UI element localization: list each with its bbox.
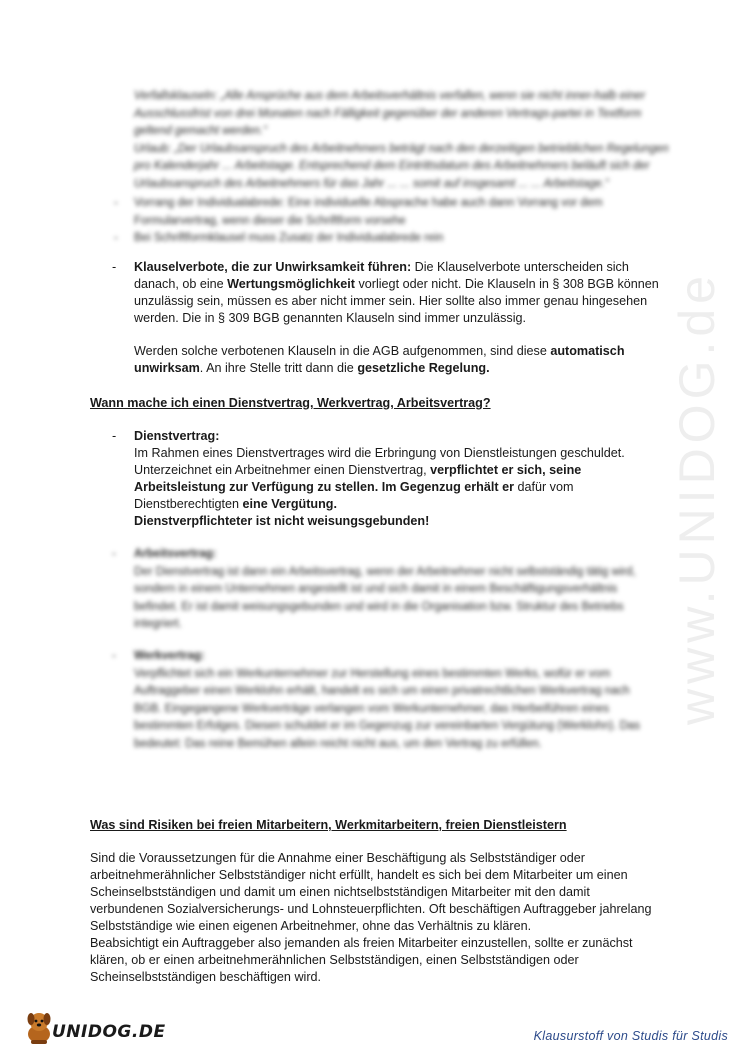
bold-run: Wertungsmöglichkeit [227, 277, 355, 291]
list-dash: - [112, 548, 116, 560]
text-line: verbundenen Sozialversicherungs- und Lohnsteuerpflichten. Oft beschäftigen Auftraggeber jahrelang [90, 902, 652, 916]
klauselverbote-item [134, 259, 674, 327]
bold-run: Arbeitsleistung zur Verfügung zu stellen. Im Gegenzug erhält er [134, 480, 514, 494]
arbeitsvertrag-body: Der Dienstvertrag ist dann ein Arbeitsvertrag, wenn der Arbeitnehmer nicht selbstständig tätig wird, sondern in einem Unternehmen angestellt ist und sich damit in einem Beschäftigungsverhältnis befindet. Er ist damit weisungsgebunden und wird in die Organisation bzw. Struktur des Betriebs integriert. [134, 565, 636, 630]
werkvertrag-title: Werkvertrag: [134, 650, 205, 662]
list-item: - Vorrang der Individualabrede: Eine individuelle Absprache habe auch dann Vorrang vor dem Formularvertrag, wenn dieser die Schriftform vorsehe [112, 195, 672, 230]
bold-lead: Klauselverbote, die zur Unwirksamkeit führen: [134, 260, 412, 274]
text-line: Dienstverpflichteter ist nicht weisungsgebunden! [134, 514, 430, 528]
bold-run: automatisch [550, 344, 625, 358]
bold-run: gesetzliche Regelung. [357, 361, 490, 375]
text-line [134, 259, 674, 276]
text-run: Die Klauselverbote unterscheiden sich [411, 260, 629, 274]
footer-tagline: Klausurstoff von Studis für Studis [533, 1029, 728, 1043]
text-run: vorliegt oder nicht. Die Klauseln in § 308 BGB können [354, 277, 659, 291]
list-dash: - [112, 260, 117, 274]
list-dash: - [112, 429, 117, 443]
dog-icon [22, 1010, 56, 1046]
blurred-bullet-list [112, 195, 672, 248]
text-line: Scheinselbstständigen beschäftigen wird. [90, 970, 322, 984]
arbeitsvertrag-text [112, 546, 652, 634]
text-line [134, 343, 674, 360]
text-run: danach, ob eine [134, 277, 228, 291]
text-line: klären, ob er einen arbeitnehmerähnlichen Selbstständigen, einen Selbstständigen oder [90, 953, 579, 967]
bold-run: unwirksam [134, 361, 200, 375]
text-line [134, 276, 674, 293]
site-watermark: www.UNIDOG.de [669, 271, 725, 725]
text-line [134, 462, 674, 479]
list-dash: - [112, 650, 116, 662]
text-line [134, 496, 674, 513]
text-line: unzulässig sein, müssen es aber nicht immer sein. Hier sollte also immer genau hingesehen [134, 294, 648, 308]
logo-text: UNIDOG.DE [52, 1022, 166, 1042]
text-line: Beabsichtigt ein Auftraggeber also jemanden als freien Mitarbeiter einzustellen, sollte er zunächst [90, 936, 633, 950]
dienstvertrag-item [134, 428, 674, 530]
text-run: Dienstberechtigten [134, 497, 243, 511]
arbeitsvertrag-title: Arbeitsvertrag: [134, 548, 217, 560]
text-line [134, 360, 674, 377]
text-line: Scheinselbstständigen und damit um einen nichtselbstständigen Mitarbeiter mit den damit [90, 885, 590, 899]
blurred-arbeitsvertrag [112, 546, 652, 634]
text-run: . An ihre Stelle tritt dann die [199, 361, 358, 375]
dienstvertrag-title: Dienstvertrag: [134, 429, 220, 443]
text-line: werden. Die in § 309 BGB genannten Klauseln sind immer unzulässig. [134, 311, 527, 325]
werkvertrag-body: Verpflichtet sich ein Werkunternehmer zur Herstellung eines bestimmten Werks, wofür er vom Auftraggeber einen Werklohn erhält, handelt es sich um einen privatrechtlichen Werkvertrag nach BGB. Eingegangene Werkverträge verlangen vom Werkunternehmer, das Herbeiführen eines bestimmten Erfolges. Diesen schuldet er im Gegenzug zur vereinbarten Vergütung (Werklohn). Das bedeutet: Das reine Bemühen allein reicht nicht aus, um den Vertrag zu erfüllen. [134, 667, 641, 750]
text-run: dafür vom [513, 480, 574, 494]
urlaub-clause-paragraph: Urlaub: „Der Urlaubsanspruch des Arbeitnehmers beträgt nach den derzeitigen betrieblichen Regelungen pro Kalenderjahr ... Arbeitstage. Entsprechend dem Eintrittsdatum des Arbeitnehmers beläuft sich der Urlaubsanspruch des Arbeitnehmers für das Jahr ... ... somit auf insgesamt ... ... Arbeitstage.“ [134, 142, 669, 190]
blurred-clause-examples [112, 88, 672, 248]
klauselverbote-consequence [134, 343, 674, 377]
text-line [134, 479, 674, 496]
text-line: Selbstständige wie einen eigenen Arbeitnehmer, ohne das Verhältnis zu klären. [90, 919, 532, 933]
text-run: Unterzeichnet ein Arbeitnehmer einen Dienstvertrag, [134, 463, 431, 477]
verfall-clause-paragraph: Verfallsklauseln: „Alle Ansprüche aus dem Arbeitsverhältnis verfallen, wenn sie nicht inner-halb einer Ausschlussfrist von drei Monaten nach Fälligkeit gegenüber der anderen Vertrags-partei in Textform geltend gemacht werden.“ [134, 90, 646, 137]
list-item: - Bei Schriftformklausel muss Zusatz der Individualabrede rein [112, 230, 672, 248]
section-heading-risiken: Was sind Risiken bei freien Mitarbeitern, Werkmitarbeitern, freien Dienstleistern [90, 818, 567, 832]
text-run: Werden solche verbotenen Klauseln in die AGB aufgenommen, sind diese [134, 344, 551, 358]
footer-logo [22, 1008, 166, 1048]
bold-run: verpflichtet er sich, seine [430, 463, 582, 477]
werkvertrag-text [112, 648, 652, 753]
bold-run: eine Vergütung. [242, 497, 337, 511]
text-line: arbeitnehmerähnlicher Selbstständiger nicht erfüllt, handelt es sich bei dem Mitarbeiter um einen [90, 868, 628, 882]
text-line: Sind die Voraussetzungen für die Annahme einer Beschäftigung als Selbstständiger oder [90, 851, 585, 865]
section-heading-vertrag: Wann mache ich einen Dienstvertrag, Werkvertrag, Arbeitsvertrag? [90, 396, 491, 410]
risiken-paragraph [90, 850, 690, 986]
blurred-werkvertrag [112, 648, 652, 753]
text-line: Im Rahmen eines Dienstvertrages wird die Erbringung von Dienstleistungen geschuldet. [134, 446, 625, 460]
